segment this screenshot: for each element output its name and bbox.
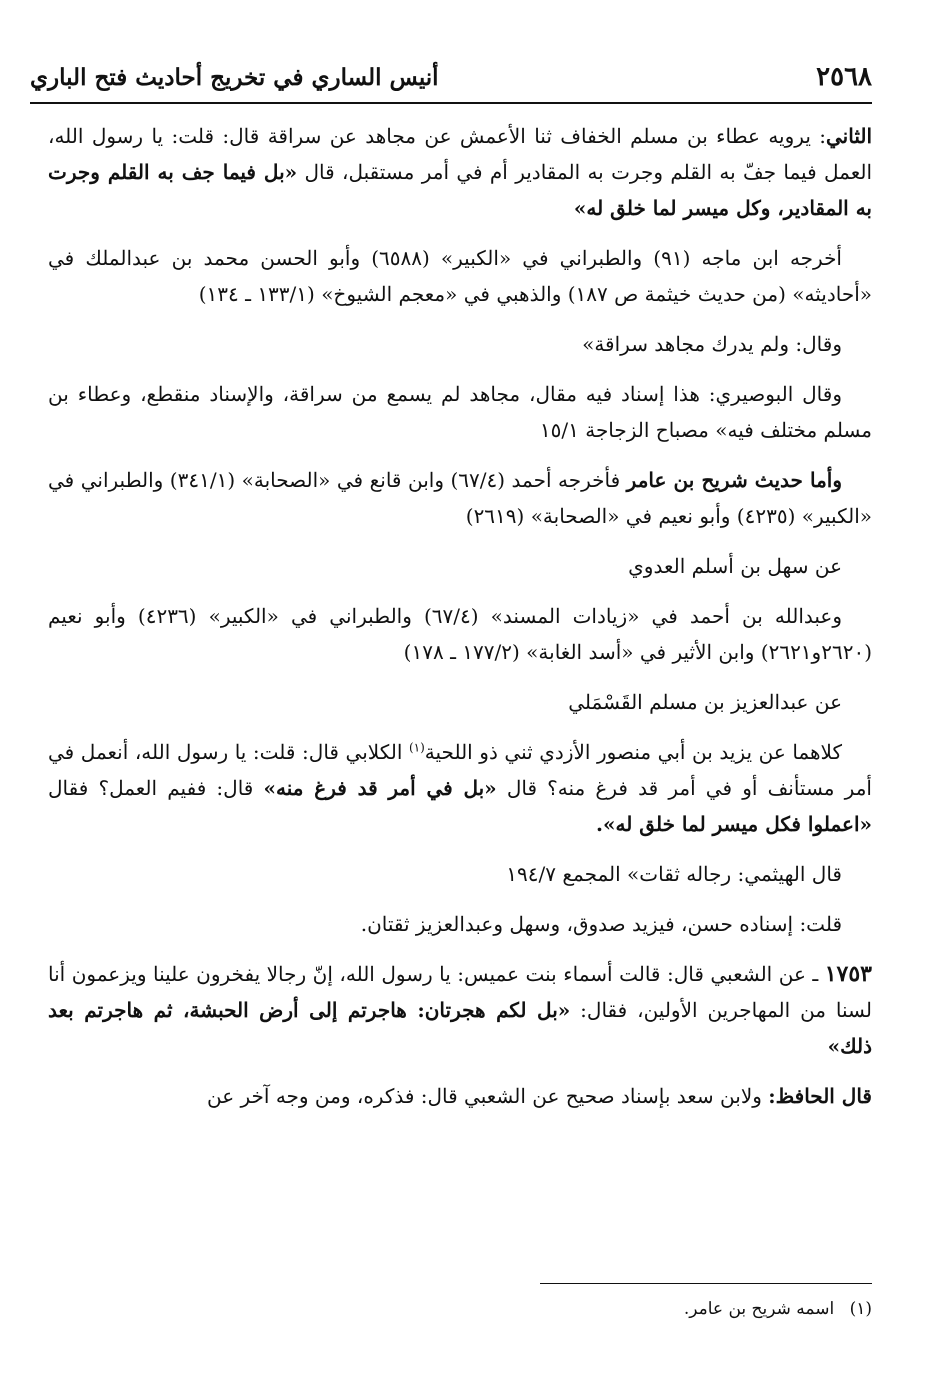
- header-rule: [30, 102, 872, 104]
- paragraph: وعبدالله بن أحمد في «زيادات المسند» (٦٧/٤) والطبراني في «الكبير» (٤٢٣٦) وأبو نعيم (٢٦٢٠و٢٦٢١) وابن الأثير في «أسد الغابة» (١٧٧/٢ ـ ١٧٨): [48, 604, 872, 664]
- hadith-quote: «بل لكم هجرتان: هاجرتم إلى أرض الحبشة، ثم هاجرتم بعد ذلك»: [48, 998, 872, 1058]
- footnote-separator: [540, 1283, 872, 1284]
- paragraph-text: كلاهما عن يزيد بن أبي منصور الأزدي ثني ذو اللحية: [424, 740, 842, 764]
- page-header: [30, 58, 872, 104]
- paragraph: [48, 462, 872, 534]
- paragraph: عن عبدالعزيز بن مسلم القَسْمَلي: [568, 690, 842, 714]
- page-body: [48, 118, 872, 1128]
- paragraph-text: فأخرجه أحمد (٦٧/٤) وابن قانع في «الصحابة» (٣٤١/١) والطبراني في «الكبير» (٤٢٣٥) وأبو نعيم في «الصحابة» (٢٦١٩): [48, 468, 872, 528]
- footnote: [48, 1296, 872, 1322]
- footnote-reference[interactable]: (١): [408, 740, 425, 755]
- paragraph-text: ـ عن الشعبي قال: قالت أسماء بنت عميس: يا رسول الله، إنّ رجالا يفخرون علينا ويزعمون أنا لسنا من المهاجرين الأولين، فقال:: [48, 962, 872, 1022]
- paragraph: [48, 1078, 872, 1114]
- paragraph-text: الكلابي قال: قلت: يا رسول الله، أنعمل في أمر مستأنف أو في أمر قد فرغ منه؟ قال: [48, 740, 872, 800]
- hadith-quote: «بل في أمر قد فرغ منه»: [263, 776, 497, 800]
- paragraph-text: قال: ففيم العمل؟ فقال: [48, 776, 264, 800]
- paragraph-text: : يرويه عطاء بن مسلم الخفاف ثنا الأعمش عن مجاهد عن سراقة قال: قلت: يا رسول الله، العمل فيما جفّ به القلم وجرت به المقادير أم في أمر مستقبل، قال: [48, 124, 872, 184]
- paragraph: [48, 118, 872, 226]
- footnote-text: اسمه شريح بن عامر.: [683, 1299, 835, 1319]
- paragraph: وقال: ولم يدرك مجاهد سراقة»: [582, 332, 842, 356]
- paragraph: قلت: إسناده حسن، فيزيد صدوق، وسهل وعبدالعزيز ثقتان.: [360, 912, 842, 936]
- hadith-quote: «اعملوا فكل ميسر لما خلق له».: [596, 812, 872, 836]
- paragraph-lead: وأما حديث شريح بن عامر: [626, 468, 843, 492]
- paragraph: قال الهيثمي: رجاله ثقات» المجمع ١٩٤/٧: [506, 862, 842, 886]
- running-title: أنيس الساري في تخريج أحاديث فتح الباري: [30, 64, 439, 91]
- hadith-number: ١٧٥٣: [824, 961, 872, 987]
- hadith-entry: [48, 956, 872, 1064]
- hadith-quote: «بل فيما جف به القلم وجرت به المقادير، وكل ميسر لما خلق له»: [48, 160, 872, 220]
- footnote-mark: (١): [849, 1299, 872, 1319]
- paragraph: [48, 734, 872, 842]
- paragraph-lead: الثاني: [825, 124, 872, 148]
- paragraph: وقال البوصيري: هذا إسناد فيه مقال، مجاهد لم يسمع من سراقة، والإسناد منقطع، وعطاء بن مسلم مختلف فيه» مصباح الزجاجة ١٥/١: [48, 382, 872, 442]
- paragraph-text: ولابن سعد بإسناد صحيح عن الشعبي قال: فذكره، ومن وجه آخر عن: [206, 1084, 769, 1108]
- paragraph-lead: قال الحافظ:: [768, 1084, 872, 1108]
- page-number: ٢٥٦٨: [816, 62, 872, 92]
- paragraph: عن سهل بن أسلم العدوي: [628, 554, 842, 578]
- paragraph: أخرجه ابن ماجه (٩١) والطبراني في «الكبير» (٦٥٨٨) وأبو الحسن محمد بن عبدالملك في «أحاديثه» (من حديث خيثمة ص ١٨٧) والذهبي في «معجم الشيوخ» (١٣٣/١ ـ ١٣٤): [48, 246, 872, 306]
